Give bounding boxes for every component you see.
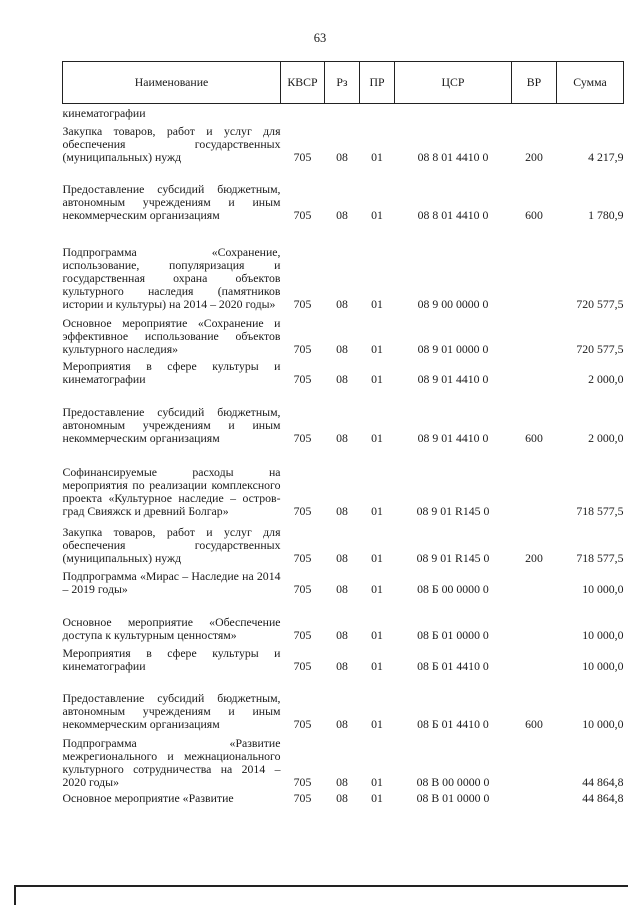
row-sum: 2 000,0 [588,371,624,386]
row-name: Подпрограмма «Мирас – Наследие на 2014 – 2019 годы» [62,568,281,596]
table-row [63,642,624,673]
row-kvsr: 705 [293,550,312,565]
page-left-rule [14,885,16,905]
row-rz: 08 [336,658,348,673]
row-csr: 08 8 01 4410 0 [417,207,489,222]
table-row [63,565,624,596]
header-pr: ПР [360,62,395,104]
row-pr: 01 [371,774,383,789]
row-vr [512,642,557,673]
row-sum: 718 577,5 [576,503,624,518]
row-kvsr: 705 [293,430,312,445]
row-csr: 08 9 00 0000 0 [417,296,489,311]
row-vr: 600 [525,716,543,731]
row-csr: 08 9 01 4410 0 [417,371,489,386]
table-row [63,356,624,386]
row-name: Предоставление субсидий бюджетным, автономным учреждениям и иным некоммерческим организациям [62,404,281,445]
row-rz: 08 [336,790,348,805]
row-sum: 2 000,0 [588,430,624,445]
row-pr: 01 [371,149,383,164]
row-pr: 01 [371,716,383,731]
table-row [63,673,624,731]
row-kvsr: 705 [293,371,312,386]
row-pr: 01 [371,627,383,642]
row-sum: 718 577,5 [576,550,624,565]
table-row [63,789,624,805]
budget-table [62,61,624,805]
row-kvsr: 705 [293,296,312,311]
row-vr [512,789,557,805]
row-name: кинематографии [62,105,146,120]
header-kvsr: КВСР [281,62,325,104]
row-pr: 01 [371,790,383,805]
row-rz: 08 [336,550,348,565]
table-row [63,311,624,356]
table-row [63,222,624,311]
row-rz: 08 [336,341,348,356]
row-name: Основное мероприятие «Сохранение и эффективное использование объектов культурного наследия» [62,315,281,356]
row-csr: 08 В 00 0000 0 [416,774,490,789]
row-csr: 08 9 01 R145 0 [416,503,490,518]
row-sum: 720 577,5 [576,296,624,311]
row-pr: 01 [371,207,383,222]
row-kvsr: 705 [293,503,312,518]
row-csr: 08 9 01 R145 0 [416,550,490,565]
row-name: Предоставление субсидий бюджетным, автономным учреждениям и иным некоммерческим организациям [62,690,281,731]
row-rz: 08 [336,207,348,222]
row-vr: 600 [525,207,543,222]
row-kvsr: 705 [293,658,312,673]
header-vr: ВР [512,62,557,104]
row-vr: 200 [525,550,543,565]
row-rz: 08 [336,627,348,642]
row-vr [512,731,557,789]
row-pr: 01 [371,658,383,673]
row-pr: 01 [371,296,383,311]
row-kvsr: 705 [293,790,312,805]
table-header-row [63,62,624,104]
row-csr: 08 9 01 0000 0 [417,341,489,356]
row-vr [512,596,557,642]
row-vr [512,565,557,596]
row-sum: 44 864,8 [582,790,624,805]
row-sum [557,104,624,119]
row-vr [512,356,557,386]
row-name: Подпрограмма «Сохранение, использование, популяризация и государственная охрана объектов культурного наследия (памятников истории и культуры) на 2014 – 2020 годы» [62,244,281,311]
page-number: 63 [313,31,327,45]
header-csr: ЦСР [395,62,512,104]
table-row [63,386,624,445]
row-sum: 10 000,0 [582,716,624,731]
row-pr [360,104,395,119]
row-rz: 08 [336,371,348,386]
row-name: Основное мероприятие «Обеспечение доступа к культурным ценностям» [62,614,281,642]
row-pr: 01 [371,503,383,518]
row-name: Предоставление субсидий бюджетным, автономным учреждениям и иным некоммерческим организациям [62,181,281,222]
row-pr: 01 [371,581,383,596]
row-rz: 08 [336,430,348,445]
row-vr: 200 [525,149,543,164]
row-sum: 1 780,9 [588,207,624,222]
row-name: Закупка товаров, работ и услуг для обеспечения государственных (муниципальных) нужд [62,524,281,565]
table-row [63,119,624,164]
row-rz [325,104,360,119]
row-csr: 08 9 01 4410 0 [417,430,489,445]
row-pr: 01 [371,341,383,356]
row-csr [395,104,512,119]
header-rz: Рз [325,62,360,104]
row-vr [512,104,557,119]
row-rz: 08 [336,716,348,731]
table-row [63,518,624,565]
row-kvsr: 705 [293,581,312,596]
row-rz: 08 [336,581,348,596]
row-rz: 08 [336,296,348,311]
row-name: Закупка товаров, работ и услуг для обеспечения государственных (муниципальных) нужд [62,123,281,164]
row-vr [512,311,557,356]
row-name: Мероприятия в сфере культуры и кинематографии [62,645,281,673]
row-sum: 4 217,9 [588,149,624,164]
row-csr: 08 Б 01 4410 0 [417,716,489,731]
row-kvsr: 705 [293,207,312,222]
table-row [63,164,624,222]
row-name: Основное мероприятие «Развитие [62,790,234,805]
row-name: Мероприятия в сфере культуры и кинематографии [62,358,281,386]
row-pr: 01 [371,371,383,386]
header-sum: Сумма [557,62,624,104]
header-name: Наименование [63,62,281,104]
row-csr: 08 8 01 4410 0 [417,149,489,164]
table-row [63,104,624,119]
page-bottom-rule [14,885,628,887]
row-kvsr: 705 [293,149,312,164]
row-rz: 08 [336,774,348,789]
row-name: Софинансируемые расходы на мероприятия по реализации комплексного проекта «Культурное наследие – остров-град Свияжск и древний Болгар» [62,464,281,518]
row-sum: 44 864,8 [582,774,624,789]
row-csr: 08 Б 00 0000 0 [417,581,489,596]
table-row [63,445,624,518]
row-pr: 01 [371,430,383,445]
table-row [63,731,624,789]
row-kvsr: 705 [293,341,312,356]
row-name: Подпрограмма «Развитие межрегионального и межнационального культурного сотрудничества на 2014 – 2020 годы» [62,735,281,789]
row-rz: 08 [336,503,348,518]
row-vr [512,222,557,311]
row-kvsr [281,104,325,119]
row-pr: 01 [371,550,383,565]
row-sum: 10 000,0 [582,658,624,673]
row-kvsr: 705 [293,716,312,731]
row-kvsr: 705 [293,627,312,642]
table-row [63,596,624,642]
row-csr: 08 Б 01 4410 0 [417,658,489,673]
row-rz: 08 [336,149,348,164]
row-sum: 10 000,0 [582,627,624,642]
row-kvsr: 705 [293,774,312,789]
row-sum: 10 000,0 [582,581,624,596]
row-vr [512,445,557,518]
row-sum: 720 577,5 [576,341,624,356]
row-csr: 08 В 01 0000 0 [416,790,490,805]
row-csr: 08 Б 01 0000 0 [417,627,489,642]
row-vr: 600 [525,430,543,445]
